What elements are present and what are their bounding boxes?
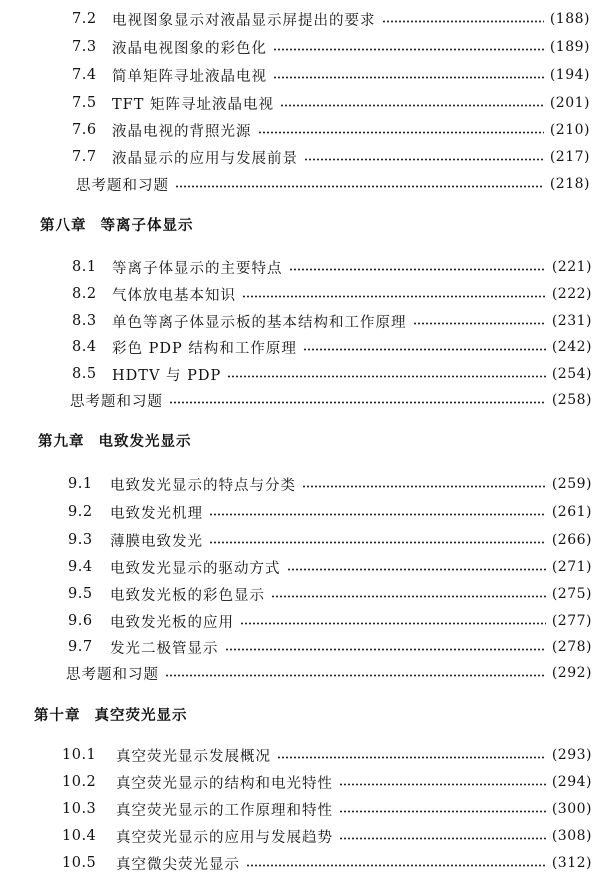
dot-leader: [287, 568, 546, 571]
exercise-page: (292): [551, 665, 592, 681]
entry-number: 9.1: [68, 476, 93, 492]
toc-entry-10-4: [62, 825, 592, 847]
toc-entry-10-2: [62, 771, 592, 793]
dot-leader: [165, 674, 546, 677]
entry-title: 液晶显示的应用与发展前景: [112, 150, 298, 167]
entry-page: (300): [551, 801, 592, 817]
entry-title: 电致发光显示的特点与分类: [110, 477, 296, 494]
toc-entry-7-4: [72, 64, 590, 86]
chapter-heading-8: [40, 213, 194, 235]
dot-leader: [339, 783, 546, 786]
toc-entry-9-2: [68, 501, 592, 523]
entry-page: (194): [549, 67, 590, 83]
entry-number: 10.5: [62, 855, 97, 871]
toc-entry-8-3: [72, 310, 592, 332]
toc-entry-8-2: [72, 283, 592, 305]
entry-title: TFT 矩阵寻址液晶电视: [112, 96, 275, 113]
toc-entry-7-2: [72, 8, 590, 30]
toc-entry-8-4: [72, 336, 592, 358]
toc-entry-9-6: [68, 610, 592, 632]
toc-entry-9-4: [68, 556, 592, 578]
entry-page: (210): [549, 122, 590, 138]
dot-leader: [280, 104, 544, 107]
entry-title: 彩色 PDP 结构和工作原理: [112, 340, 297, 357]
entry-page: (275): [551, 586, 592, 602]
dot-leader: [302, 485, 546, 488]
entry-number: 7.4: [72, 67, 97, 83]
entry-number: 7.7: [72, 149, 97, 165]
chapter-heading-9: [38, 429, 192, 451]
exercise-page: (218): [549, 176, 590, 192]
entry-title: 薄膜电致发光: [110, 533, 203, 550]
chapter-title: 等离子体显示: [100, 217, 194, 234]
entry-page: (278): [551, 639, 592, 655]
entry-page: (266): [551, 532, 592, 548]
exercise-title: 思考题和习题: [66, 666, 159, 683]
chapter-heading-10: [34, 703, 188, 725]
entry-number: 10.4: [62, 828, 97, 844]
entry-number: 9.7: [68, 639, 93, 655]
entry-page: (222): [551, 286, 592, 302]
entry-number: 7.5: [72, 95, 97, 111]
entry-title: 等离子体显示的主要特点: [112, 260, 283, 277]
entry-number: 9.5: [68, 586, 93, 602]
entry-page: (201): [549, 95, 590, 111]
entry-number: 9.2: [68, 504, 93, 520]
entry-page: (231): [551, 313, 592, 329]
chapter-label: 第八章: [40, 217, 87, 234]
toc-exercise-7: [76, 173, 590, 195]
chapter-title: 真空荧光显示: [94, 707, 188, 724]
entry-title: 真空荧光显示的工作原理和特性: [116, 802, 333, 819]
dot-leader: [304, 158, 544, 161]
entry-number: 9.4: [68, 559, 93, 575]
entry-title: 发光二极管显示: [110, 640, 219, 657]
entry-page: (189): [549, 39, 590, 55]
entry-title: 电致发光显示的驱动方式: [110, 560, 281, 577]
dot-leader: [225, 648, 546, 651]
entry-page: (217): [549, 149, 590, 165]
exercise-page: (258): [551, 392, 592, 408]
entry-page: (293): [551, 747, 592, 763]
toc-entry-7-3: [72, 36, 590, 58]
dot-leader: [339, 837, 546, 840]
dot-leader: [246, 864, 546, 867]
entry-page: (242): [551, 339, 592, 355]
entry-title: 简单矩阵寻址液晶电视: [112, 68, 267, 85]
dot-leader: [175, 185, 544, 188]
toc-entry-9-7: [68, 636, 592, 658]
dot-leader: [277, 756, 546, 759]
entry-title: 气体放电基本知识: [112, 287, 236, 304]
entry-number: 10.1: [62, 747, 97, 763]
entry-number: 7.6: [72, 122, 97, 138]
entry-title: 真空荧光显示的应用与发展趋势: [116, 829, 333, 846]
toc-entry-10-5: [62, 852, 592, 874]
entry-page: (308): [551, 828, 592, 844]
chapter-label: 第九章: [38, 433, 85, 450]
entry-number: 9.6: [68, 613, 93, 629]
dot-leader: [209, 513, 546, 516]
dot-leader: [271, 595, 546, 598]
entry-number: 8.5: [72, 366, 97, 382]
dot-leader: [258, 131, 544, 134]
entry-page: (277): [551, 613, 592, 629]
toc-entry-10-1: [62, 744, 592, 766]
toc-entry-9-3: [68, 529, 592, 551]
entry-number: 8.4: [72, 339, 97, 355]
entry-title: HDTV 与 PDP: [112, 367, 222, 384]
dot-leader: [289, 268, 546, 271]
entry-title: 电致发光板的应用: [110, 614, 234, 631]
entry-page: (254): [551, 366, 592, 382]
entry-title: 电视图象显示对液晶显示屏提出的要求: [112, 12, 376, 29]
toc-entry-8-5: [72, 363, 592, 385]
entry-page: (259): [551, 476, 592, 492]
toc-entry-7-5: [72, 92, 590, 114]
entry-title: 电致发光机理: [110, 505, 203, 522]
entry-title: 真空荧光显示发展概况: [116, 748, 271, 765]
dot-leader: [169, 401, 546, 404]
entry-title: 液晶电视图象的彩色化: [112, 40, 267, 57]
dot-leader: [240, 622, 546, 625]
chapter-title: 电致发光显示: [98, 433, 192, 450]
exercise-title: 思考题和习题: [76, 177, 169, 194]
entry-title: 真空微尖荧光显示: [116, 856, 240, 873]
entry-title: 电致发光板的彩色显示: [110, 587, 265, 604]
toc-entry-8-1: [72, 256, 592, 278]
dot-leader: [273, 48, 544, 51]
entry-page: (271): [551, 559, 592, 575]
entry-number: 8.2: [72, 286, 97, 302]
chapter-label: 第十章: [34, 707, 81, 724]
entry-page: (261): [551, 504, 592, 520]
entry-title: 单色等离子体显示板的基本结构和工作原理: [112, 314, 407, 331]
entry-page: (294): [551, 774, 592, 790]
entry-number: 8.3: [72, 313, 97, 329]
dot-leader: [227, 375, 546, 378]
toc-entry-9-5: [68, 583, 592, 605]
dot-leader: [339, 810, 546, 813]
toc-exercise-8: [70, 389, 592, 411]
entry-page: (221): [551, 259, 592, 275]
dot-leader: [273, 76, 544, 79]
toc-entry-9-1: [68, 473, 592, 495]
entry-number: 10.2: [62, 774, 97, 790]
dot-leader: [209, 541, 546, 544]
entry-number: 7.2: [72, 11, 97, 27]
entry-number: 10.3: [62, 801, 97, 817]
entry-number: 7.3: [72, 39, 97, 55]
toc-entry-10-3: [62, 798, 592, 820]
entry-page: (312): [551, 855, 592, 871]
entry-number: 9.3: [68, 532, 93, 548]
entry-title: 液晶电视的背照光源: [112, 123, 252, 140]
dot-leader: [413, 322, 546, 325]
entry-title: 真空荧光显示的结构和电光特性: [116, 775, 333, 792]
entry-number: 8.1: [72, 259, 97, 275]
entry-page: (188): [549, 11, 590, 27]
dot-leader: [303, 348, 546, 351]
toc-entry-7-6: [72, 119, 590, 141]
dot-leader: [242, 295, 546, 298]
toc-exercise-9: [66, 662, 592, 684]
dot-leader: [382, 20, 544, 23]
toc-entry-7-7: [72, 146, 590, 168]
exercise-title: 思考题和习题: [70, 393, 163, 410]
